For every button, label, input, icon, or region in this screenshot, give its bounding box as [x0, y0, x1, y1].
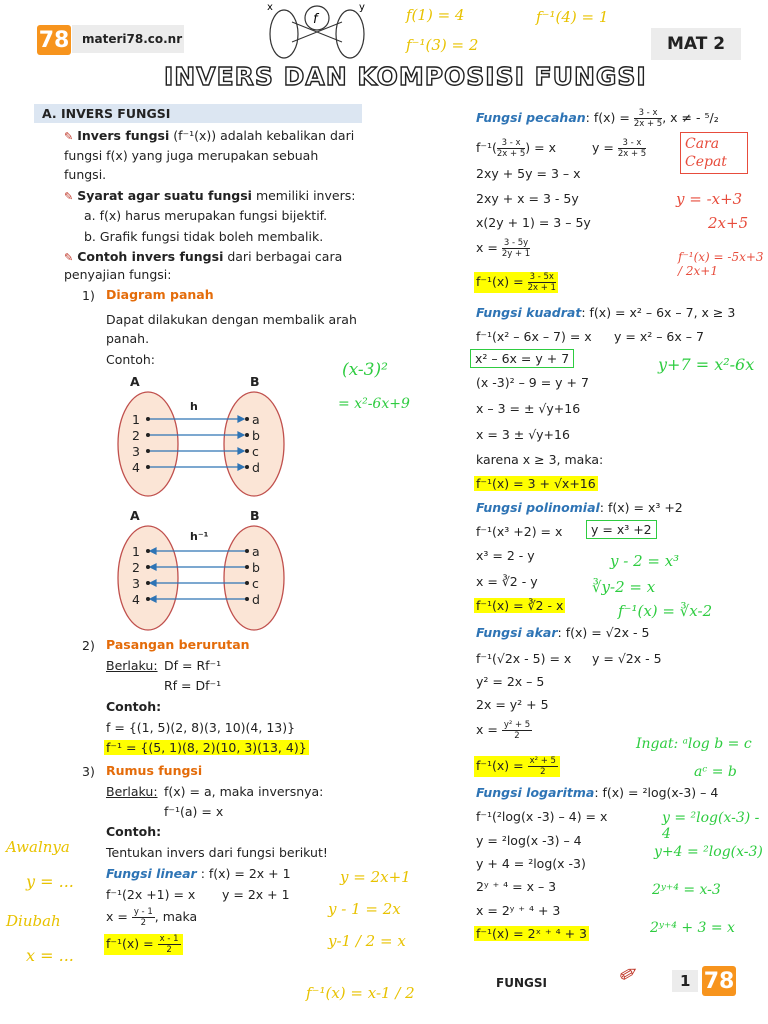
text: f⁻¹(x) = [106, 936, 158, 951]
numerator: x² + 5 [529, 756, 556, 766]
akar-step: 2x = y² + 5 [476, 697, 549, 712]
hw-kuadrat-1: (x-3)² [342, 360, 388, 380]
fraction [497, 138, 525, 159]
denominator: 2 [166, 945, 172, 955]
kuadrat-label: Fungsi kuadrat [476, 305, 582, 320]
logaritma-def [476, 785, 718, 800]
bullet-text: (f⁻¹(x)) adalah kebalikan dari fungsi f(x) yang juga merupakan sebuah fungsi. [64, 128, 355, 182]
kuadrat-answer: f⁻¹(x) = 3 + √x+16 [476, 476, 596, 491]
codomain-item: c [252, 576, 259, 591]
kuadrat-def [476, 305, 735, 320]
numerator: 3 - 5x [528, 272, 556, 283]
polinomial-step: x = ∛2 - y [476, 574, 538, 589]
text: : f(x) = √2x - 5 [557, 625, 650, 640]
bullet-bold: Invers fungsi [77, 128, 170, 143]
function-label: h⁻¹ [190, 530, 209, 543]
text: x = [476, 722, 502, 737]
hw-polinomial-3: f⁻¹(x) = ∛x-2 [618, 602, 713, 620]
hw-shortcut-den: 2x+5 [708, 214, 749, 232]
text: f⁻¹(x) = [476, 758, 528, 773]
polinomial-answer: f⁻¹(x) = ∛2 - x [476, 598, 564, 613]
task-text: Tentukan invers dari fungsi berikut! [106, 845, 328, 860]
logaritma-step: x = 2ʸ ⁺ ⁴ + 3 [476, 903, 561, 918]
fraction [618, 138, 646, 159]
pecahan-step: 2xy + 5y = 3 – x [476, 166, 581, 181]
domain-item: 2 [132, 428, 140, 443]
function-label: h [190, 400, 198, 413]
hw-log-3: 2ʸ⁺⁴ = x-3 [652, 882, 721, 898]
text: f⁻¹( [476, 140, 497, 155]
page-number: 1 [672, 970, 698, 992]
text: , maka [154, 909, 198, 924]
denominator: 2x + 5 [617, 149, 647, 159]
fraction [528, 272, 556, 293]
pencil-icon: ✎ [64, 130, 74, 143]
hw-linear-1: y = 2x+1 [340, 868, 411, 886]
rule-line: Df = Rf⁻¹ [164, 658, 222, 673]
kuadrat-step: x – 3 = ± √y+16 [476, 401, 581, 416]
pecahan-step [476, 138, 556, 159]
akar-step: y = √2x - 5 [592, 651, 662, 666]
numerator: 3 - 5y [502, 238, 530, 249]
kuadrat-step: y = x² – 6x – 7 [614, 329, 704, 344]
numerator: 3 - x [634, 108, 662, 119]
fraction [634, 108, 662, 129]
text: , x ≠ - ⁵/₂ [662, 110, 719, 125]
akar-step: f⁻¹(√2x - 5) = x [476, 651, 572, 666]
requirement-a: a. f(x) harus merupakan fungsi bijektif. [84, 208, 328, 223]
akar-step: y² = 2x – 5 [476, 674, 545, 689]
text: y = [592, 140, 618, 155]
linear-label: Fungsi linear [106, 866, 197, 881]
text: y = -x+3 [676, 190, 743, 208]
berlaku-label: Berlaku: [106, 784, 158, 799]
pecahan-def [476, 108, 719, 129]
footer-logo: 78 [702, 966, 736, 996]
rule-line: Rf = Df⁻¹ [164, 678, 222, 693]
kuadrat-step: (x -3)² – 9 = y + 7 [476, 375, 589, 390]
bullet-bold: Contoh invers fungsi [77, 249, 224, 264]
kuadrat-step-boxed: x² – 6x = y + 7 [470, 349, 574, 368]
arrow-diagram-h [110, 374, 290, 504]
polinomial-step-boxed: y = x³ +2 [586, 520, 657, 539]
text: ) = x [525, 140, 556, 155]
bullet-definition [64, 126, 364, 184]
hw-kuadrat-2: = x²-6x+9 [338, 396, 410, 412]
kuadrat-step: karena x ≥ 3, maka: [476, 452, 604, 467]
set-B-label: B [250, 508, 260, 523]
text: Cara [685, 136, 720, 152]
domain-item: 1 [132, 412, 140, 427]
pecahan-step: x(2y + 1) = 3 – 5y [476, 215, 591, 230]
linear-def [106, 866, 291, 881]
denominator: 2y + 1 [501, 249, 531, 259]
contoh-label: Contoh: [106, 824, 162, 839]
polinomial-def [476, 500, 683, 515]
hw-shortcut-eq [676, 190, 742, 208]
mapping-sketch [262, 0, 372, 62]
hw-akar-2: aᶜ = b [694, 764, 737, 780]
codomain-item: b [252, 560, 260, 575]
hw-top-note-2: f⁻¹(4) = 1 [536, 8, 609, 26]
requirement-b: b. Grafik fungsi tidak boleh membalik. [84, 229, 324, 244]
bullet-text: dari berbagai cara penyajian fungsi: [64, 249, 343, 282]
codomain-item: a [252, 412, 260, 427]
pencil-icon: ✎ [64, 251, 74, 264]
hw-log-1: y = ²log(x-3) - 4 [662, 810, 760, 842]
pecahan-step: 2xy + x = 3 - 5y [476, 191, 579, 206]
pairs-f: f = {(1, 5)(2, 8)(3, 10)(4, 13)} [106, 720, 296, 735]
polinomial-step: f⁻¹(x³ +2) = x [476, 524, 563, 539]
bullet-bold: Syarat agar suatu fungsi [77, 188, 252, 203]
text: f⁻¹(x) = [476, 274, 528, 289]
hw-log-2: y+4 = ²log(x-3) [654, 844, 763, 860]
contoh-label: Contoh: [106, 352, 155, 367]
pecahan-label: Fungsi pecahan [476, 110, 586, 125]
bullet-examples [64, 248, 364, 283]
logaritma-step: y = ²log(x -3) – 4 [476, 833, 582, 848]
pairs-f-inverse: f⁻¹ = {(5, 1)(8, 2)(10, 3)(13, 4)} [106, 740, 307, 755]
subject-badge: MAT 2 [651, 28, 741, 60]
svg-text:x: x [267, 2, 273, 13]
kuadrat-step: x = 3 ± √y+16 [476, 427, 570, 442]
linear-step: f⁻¹(2x +1) = x [106, 887, 196, 902]
linear-step [106, 907, 197, 928]
domain-item: 1 [132, 544, 140, 559]
domain-item: 3 [132, 576, 140, 591]
denominator: 2 [540, 767, 546, 777]
arrow-diagram-h-inverse [110, 506, 290, 636]
fraction [502, 720, 532, 741]
text: : f(x) = x² – 6x – 7, x ≥ 3 [581, 305, 736, 320]
codomain-item: a [252, 544, 260, 559]
berlaku-label: Berlaku: [106, 658, 158, 673]
fraction [158, 934, 181, 955]
footer-label: FUNGSI [496, 976, 547, 990]
logaritma-answer: f⁻¹(x) = 2ˣ ⁺ ⁴ + 3 [476, 926, 588, 941]
pencil-icon: ✎ [64, 190, 74, 203]
domain-item: 2 [132, 560, 140, 575]
kuadrat-step: f⁻¹(x² – 6x – 7) = x [476, 329, 592, 344]
text: : f(x) = [585, 110, 634, 125]
hw-margin-4: x = ... [26, 946, 74, 965]
hw-margin-2: y = ... [26, 872, 74, 891]
fraction [502, 238, 530, 259]
text: x = [106, 909, 132, 924]
domain-item: 3 [132, 444, 140, 459]
rule-line: f(x) = a, maka inversnya: [164, 784, 324, 799]
text: x = [476, 240, 502, 255]
denominator: 2 [514, 731, 520, 741]
codomain-item: d [252, 460, 260, 475]
akar-def [476, 625, 649, 640]
method-number: 3) [82, 764, 95, 779]
polinomial-label: Fungsi polinomial [476, 500, 600, 515]
denominator: 2 [140, 918, 146, 928]
hw-top-note-3: f⁻¹(3) = 2 [406, 36, 479, 54]
numerator: x - 1 [159, 934, 179, 944]
section-heading: A. INVERS FUNGSI [34, 104, 362, 123]
linear-def-text: : f(x) = 2x + 1 [196, 866, 291, 881]
logaritma-step: f⁻¹(²log(x -3) – 4) = x [476, 809, 608, 824]
polinomial-step: x³ = 2 - y [476, 548, 535, 563]
text: : f(x) = ²log(x-3) – 4 [594, 785, 719, 800]
denominator: 2x + 5 [496, 149, 526, 159]
method-number: 1) [82, 288, 95, 303]
logaritma-step: 2ʸ ⁺ ⁴ = x – 3 [476, 879, 557, 894]
svg-text:y: y [359, 2, 365, 13]
pecahan-step [592, 138, 646, 159]
hw-polinomial-2: ∛y-2 = x [592, 578, 656, 596]
fraction [528, 756, 558, 777]
akar-label: Fungsi akar [476, 625, 558, 640]
domain-item: 4 [132, 592, 140, 607]
site-logo: 78 [37, 25, 71, 55]
linear-step: y = 2x + 1 [222, 887, 290, 902]
logaritma-label: Fungsi logaritma [476, 785, 595, 800]
method-desc: Dapat dilakukan dengan membalik arah panah. [106, 312, 357, 346]
hw-kuadrat-3: y+7 = x²-6x [658, 355, 755, 374]
numerator: y² + 5 [503, 720, 531, 730]
codomain-item: d [252, 592, 260, 607]
pencil-icon: ✏ [614, 959, 644, 990]
logaritma-step: y + 4 = ²log(x -3) [476, 856, 586, 871]
numerator: y - 1 [133, 907, 153, 917]
method-title-pairs: Pasangan berurutan [106, 637, 250, 652]
hw-linear-3: y-1 / 2 = x [328, 932, 406, 950]
text: Cepat [685, 154, 727, 170]
hw-linear-2: y - 1 = 2x [328, 900, 401, 918]
bullet-requirements [64, 186, 364, 206]
hw-margin-1: Awalnya [6, 838, 70, 856]
fraction [132, 907, 155, 928]
method-title-formula: Rumus fungsi [106, 763, 203, 778]
set-B-label: B [250, 374, 260, 389]
akar-step [476, 720, 532, 741]
hw-akar-1: Ingat: ᵃlog b = c [636, 736, 752, 752]
domain-item: 4 [132, 460, 140, 475]
denominator: 2x + 5 [633, 119, 663, 129]
hw-margin-3: Diubah [6, 912, 61, 930]
set-A-label: A [130, 374, 140, 389]
hw-shortcut-box [680, 132, 748, 174]
svg-text:f: f [313, 12, 318, 27]
contoh-label: Contoh: [106, 699, 162, 714]
pecahan-step [476, 238, 530, 259]
hw-shortcut-inverse: f⁻¹(x) = -5x+3 / 2x+1 [678, 250, 764, 278]
denominator: 2x + 1 [527, 283, 556, 293]
bullet-text: memiliki invers: [251, 188, 356, 203]
akar-answer [474, 756, 560, 777]
method-title-diagram: Diagram panah [106, 287, 214, 302]
hw-linear-4: f⁻¹(x) = x-1 / 2 [306, 984, 415, 1002]
method-number: 2) [82, 638, 95, 653]
site-name[interactable]: materi78.co.nr [72, 25, 184, 53]
rule-line: f⁻¹(a) = x [164, 804, 224, 819]
numerator: 3 - x [497, 138, 525, 149]
pecahan-answer [474, 272, 558, 293]
linear-answer [104, 934, 183, 955]
hw-top-note-1: f(1) = 4 [406, 6, 465, 24]
page-title: INVERS DAN KOMPOSISI FUNGSI [164, 62, 647, 91]
text: : f(x) = x³ +2 [599, 500, 683, 515]
hw-log-4: 2ʸ⁺⁴ + 3 = x [650, 920, 735, 936]
hw-polinomial-1: y - 2 = x³ [610, 552, 680, 570]
numerator: 3 - x [618, 138, 646, 149]
set-A-label: A [130, 508, 140, 523]
codomain-item: c [252, 444, 259, 459]
codomain-item: b [252, 428, 260, 443]
